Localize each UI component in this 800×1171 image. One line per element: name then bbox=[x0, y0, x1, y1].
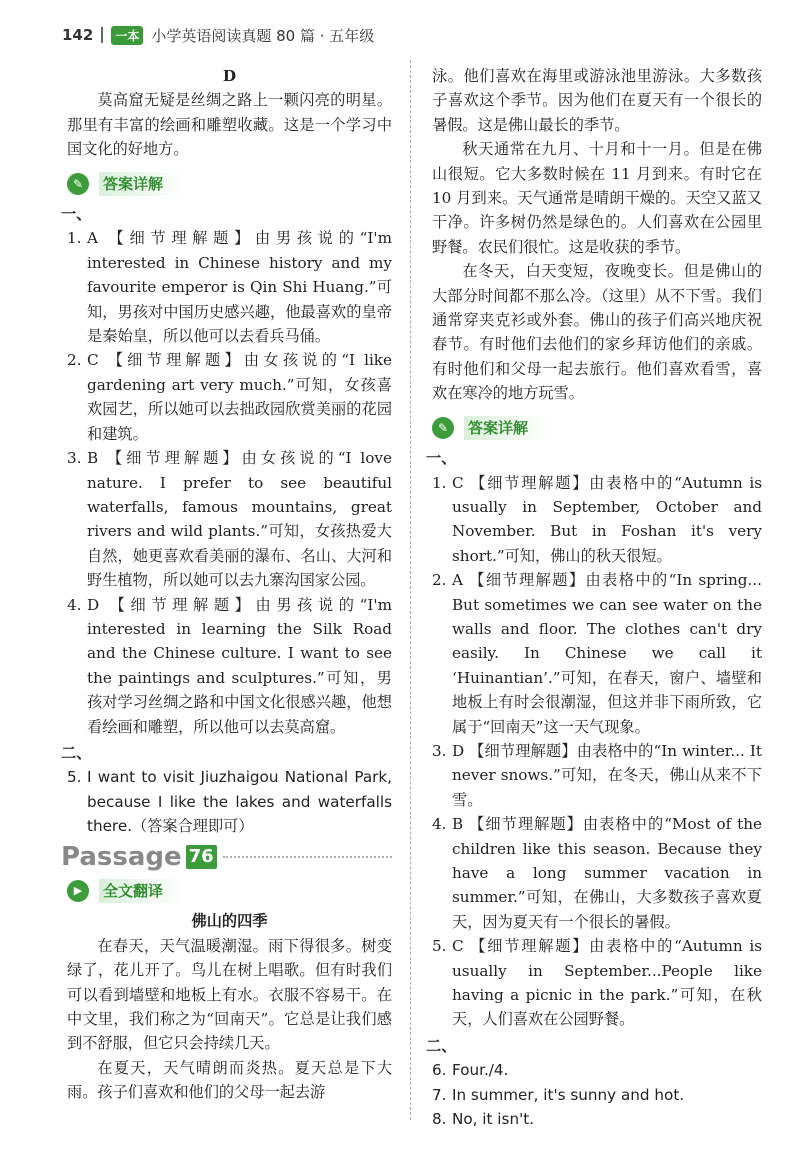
answer-title: 答案详解 bbox=[464, 416, 548, 440]
play-icon: ▶ bbox=[67, 880, 89, 902]
paragraph-summer-cont: 泳。他们喜欢在海里或游泳池里游泳。大多数孩子喜欢这个季节。因为他们在夏天有一个很长的暑假。这是佛山最长的季节。 bbox=[432, 67, 762, 134]
publisher-logo: 一本 bbox=[111, 26, 143, 45]
passage-heading bbox=[61, 841, 392, 872]
translation-heading bbox=[67, 879, 392, 903]
part-one-label: 一、 bbox=[426, 449, 457, 468]
answer-item: 1. C 【细节理解题】由表格中的“Autumn is usually in September, October and November. But in Foshan it's very short.”可知，佛山的秋天很短。 bbox=[432, 473, 762, 565]
part-two-label: 二、 bbox=[426, 1036, 457, 1055]
pen-icon: ✎ bbox=[67, 173, 89, 195]
answer-item: 2. C 【细节理解题】由女孩说的“I like gardening art very much.”可知，女孩喜欢园艺，所以她可以去拙政园欣赏美丽的花园和建筑。 bbox=[67, 351, 392, 443]
header-divider bbox=[101, 27, 103, 43]
paragraph-summer: 在夏天，天气晴朗而炎热。夏天总是下大雨。孩子们喜欢和他们的父母一起去游 bbox=[67, 1058, 392, 1102]
translation-title: 全文翻译 bbox=[99, 879, 183, 903]
left-column bbox=[61, 64, 392, 1105]
answer-heading bbox=[432, 416, 762, 440]
answer-item: 3. D 【细节理解题】由表格中的“In winter... It never snows.”可知，在冬天，佛山从来不下雪。 bbox=[432, 741, 762, 809]
answer-item: 4. B 【细节理解题】由表格中的“Most of the children like this season. Because they have a long summer vacation in summer.”可知，在佛山，大多数孩子喜欢夏天，因为夏天有一个很长的暑假。 bbox=[432, 815, 762, 931]
answer-heading bbox=[67, 172, 392, 196]
answer-item: 5. I want to visit Jiuzhaigou National Park, because I like the lakes and waterfalls there.（答案合理即可） bbox=[67, 768, 392, 836]
passage-dotted-rule bbox=[223, 856, 392, 858]
paragraph-spring: 在春天，天气温暖潮湿。雨下得很多。树变绿了，花儿开了。鸟儿在树上唱歌。但有时我们可以看到墙壁和地板上有水。衣服不容易干。在中文里，我们称之为“回南天”。它总是让我们感到不舒服，但它只会持续几天。 bbox=[67, 936, 392, 1053]
article-title: 佛山的四季 bbox=[191, 912, 268, 931]
part-two-label: 二、 bbox=[61, 743, 92, 762]
answer-item: 5. C 【细节理解题】由表格中的“Autumn is usually in September...People like having a picnic in the park.”可知，在秋天，人们喜欢在公园野餐。 bbox=[432, 937, 762, 1029]
right-column bbox=[426, 64, 762, 1131]
page-number: 142 bbox=[62, 26, 94, 44]
paragraph-winter: 在冬天，白天变短，夜晚变长。但是佛山的大部分时间都不那么冷。（这里）从不下雪。我们通常穿夹克衫或外套。佛山的孩子们高兴地庆祝春节。有时他们去他们的家乡拜访他们的亲戚。有时他们和父母一起去旅行。他们喜欢看雪，喜欢在寒冷的地方玩雪。 bbox=[432, 262, 762, 403]
passage-number: 76 bbox=[186, 845, 217, 869]
short-answer-item: 7. In summer, it's sunny and hot. bbox=[432, 1085, 685, 1104]
column-divider bbox=[410, 60, 411, 1120]
answer-item: 4. D 【细节理解题】由男孩说的“I'm interested in learning the Silk Road and the Chinese culture. I want to see the paintings and sculptures.”可知，男孩对学习丝绸之路和中国文化很感兴趣，他想看绘画和雕塑，所以他可以去莫高窟。 bbox=[67, 595, 392, 736]
part-one-label: 一、 bbox=[61, 205, 92, 224]
answer-item: 1. A 【细节理解题】由男孩说的“I'm interested in Chinese history and my favourite emperor is Qin Shi Huang.”可知，男孩对中国历史感兴趣，他最喜欢的皇帝是秦始皇，所以他可以去看兵马俑。 bbox=[67, 229, 392, 346]
answer-title: 答案详解 bbox=[99, 172, 183, 196]
book-title: 小学英语阅读真题 80 篇 · 五年级 bbox=[151, 26, 375, 45]
answer-item: 3. B 【细节理解题】由女孩说的“I love nature. I prefer to see beautiful waterfalls, famous mountains, great rivers and wild plants.”可知，女孩热爱大自然，她更喜欢看美丽的瀑布、名山、大河和野生植物，所以她可以去九寨沟国家公园。 bbox=[67, 449, 392, 590]
section-d-label: D bbox=[222, 67, 237, 85]
short-answer-item: 8. No, it isn't. bbox=[432, 1110, 535, 1129]
passage-label: Passage bbox=[61, 841, 182, 872]
paragraph-autumn: 秋天通常在九月、十月和十一月。但是在佛山很短。它大多数时候在 11 月到来。有时它在 10 月到来。天气通常是晴朗干燥的。天空又蓝又干净。许多树仍然是绿色的。人们喜欢在公园里野餐。农民们很忙。这是收获的季节。 bbox=[432, 140, 762, 256]
pen-icon: ✎ bbox=[432, 417, 454, 439]
section-d-text: 莫高窟无疑是丝绸之路上一颗闪亮的明星。那里有丰富的绘画和雕塑收藏。这是一个学习中国文化的好地方。 bbox=[67, 91, 392, 159]
answer-item: 2. A 【细节理解题】由表格中的“In spring... But sometimes we can see water on the walls and floor. The clothes can't dry easily. In Chinese we call it ‘Huinantian’.”可知，在春天，窗户、墙壁和地板上有时会很潮湿，但这并非下雨所致，它属于“回南天”这一天气现象。 bbox=[432, 571, 762, 736]
page-header bbox=[62, 22, 374, 48]
short-answer-item: 6. Four./4. bbox=[432, 1061, 509, 1080]
